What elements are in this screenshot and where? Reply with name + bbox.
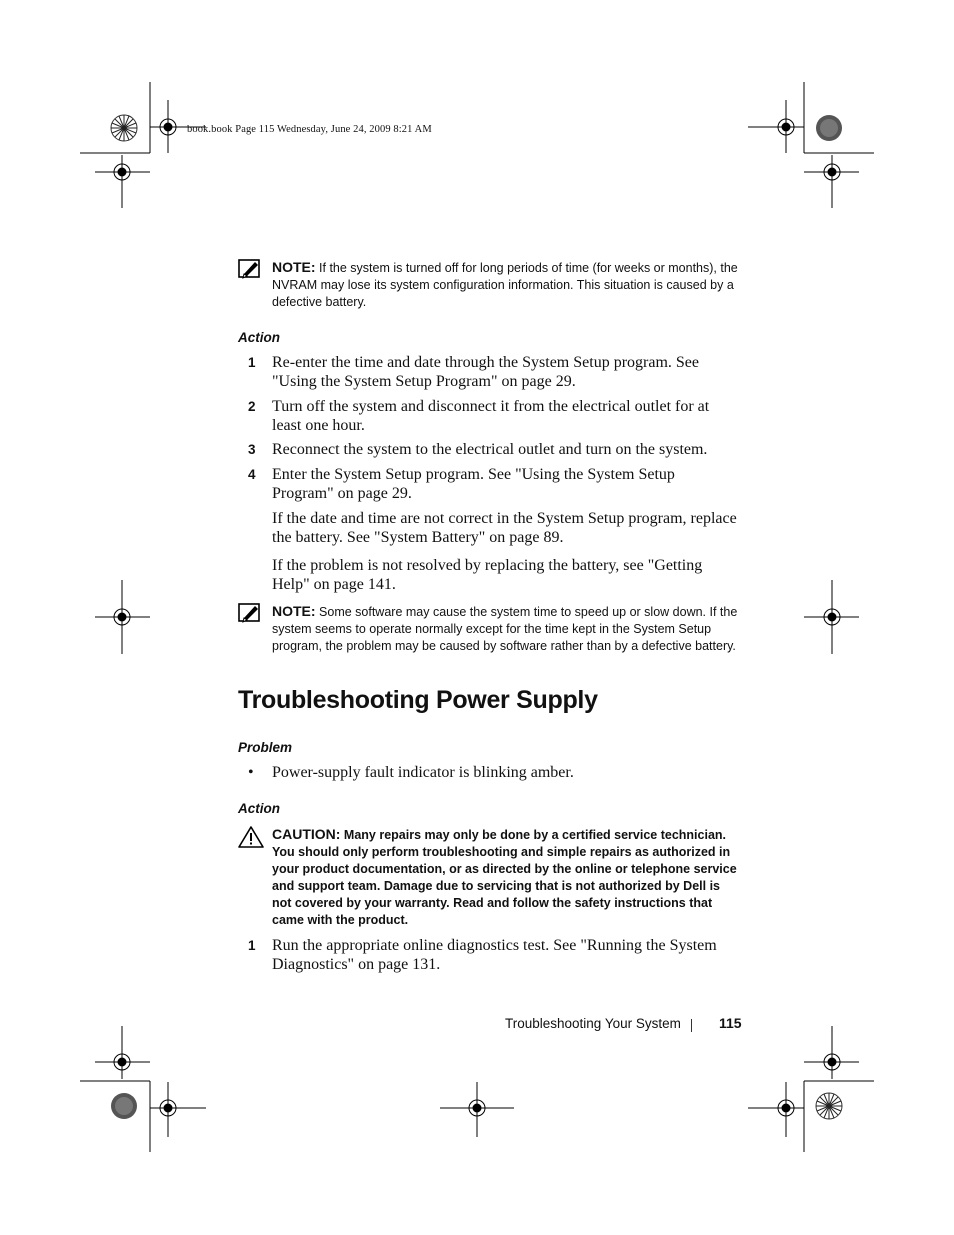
note-block bbox=[238, 259, 738, 311]
caution-text: Many repairs may only be done by a certified service technician. You should only perform troubleshooting and simple repairs as authorized in your product documentation, or as directed by the online or telephone service and support team. Damage due to servicing that is not authorized by Dell is not covered by your warranty. Read and follow the safety instructions that came with the product. bbox=[272, 828, 737, 927]
list-item bbox=[248, 353, 738, 391]
bullet-text: Power-supply fault indicator is blinking amber. bbox=[272, 764, 574, 781]
step-text: Enter the System Setup program. See "Using the System Setup Program" on page 29. bbox=[272, 466, 675, 502]
step-text: Reconnect the system to the electrical outlet and turn on the system. bbox=[272, 441, 708, 458]
caution-block bbox=[238, 826, 738, 929]
section-title: Troubleshooting Power Supply bbox=[238, 686, 598, 714]
note-label: NOTE: bbox=[272, 603, 316, 619]
bullet-mark: • bbox=[248, 764, 254, 781]
page-number: 115 bbox=[719, 1015, 742, 1031]
step-number: 1 bbox=[248, 938, 256, 953]
note-label: NOTE: bbox=[272, 259, 316, 275]
print-stamp: book.book Page 115 Wednesday, June 24, 2009 8:21 AM bbox=[187, 124, 432, 135]
step-text: Re-enter the time and date through the System Setup program. See "Using the System Setup Program" on page 29. bbox=[272, 354, 699, 390]
pencil-note-icon bbox=[238, 259, 262, 279]
pencil-note-icon bbox=[238, 603, 262, 623]
action-heading: Action bbox=[238, 330, 280, 345]
step-number: 1 bbox=[248, 355, 256, 370]
body-paragraph: If the problem is not resolved by replacing the battery, see "Getting Help" on page 141. bbox=[272, 557, 703, 593]
list-item bbox=[248, 397, 738, 435]
body-paragraph: If the date and time are not correct in the System Setup program, replace the battery. See "System Battery" on page 89. bbox=[272, 510, 737, 546]
footer-divider bbox=[691, 1019, 692, 1032]
list-item bbox=[248, 763, 738, 782]
note-block bbox=[238, 603, 738, 655]
problem-heading: Problem bbox=[238, 740, 293, 755]
note-text: If the system is turned off for long periods of time (for weeks or months), the NVRAM may lose its system configuration information. This situation is caused by a defective battery. bbox=[272, 261, 738, 309]
step-number: 3 bbox=[248, 442, 256, 457]
step-number: 4 bbox=[248, 467, 256, 482]
step-number: 2 bbox=[248, 399, 256, 414]
list-item bbox=[248, 440, 738, 459]
note-text: Some software may cause the system time to speed up or slow down. If the system seems to operate normally except for the time kept in the System Setup program, the problem may be caused by software rather than by a defective battery. bbox=[272, 605, 738, 653]
step-text: Run the appropriate online diagnostics test. See "Running the System Diagnostics" on page 131. bbox=[272, 937, 717, 973]
list-item bbox=[248, 936, 738, 974]
list-item bbox=[248, 465, 738, 503]
footer-chapter: Troubleshooting Your System bbox=[505, 1016, 681, 1031]
caution-label: CAUTION: bbox=[272, 826, 341, 842]
action-heading: Action bbox=[238, 801, 280, 816]
step-text: Turn off the system and disconnect it from the electrical outlet for at least one hour. bbox=[272, 398, 710, 434]
warning-triangle-icon bbox=[238, 826, 264, 848]
